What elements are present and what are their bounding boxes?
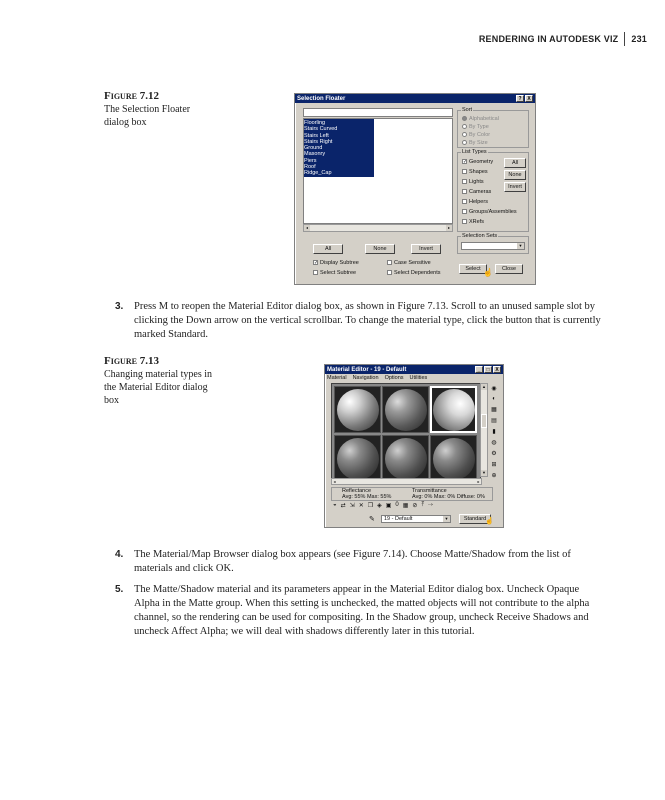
get-material-icon[interactable]: ◒ — [333, 502, 337, 508]
material-name-field[interactable]: 19 - Default ▼ — [381, 515, 451, 523]
figure-title: Figure 7.13 — [104, 355, 159, 367]
material-sphere — [337, 438, 379, 480]
uv-tiling-icon[interactable]: ▤ — [491, 418, 497, 424]
material-sphere — [337, 389, 379, 431]
close-button[interactable]: Close — [495, 264, 523, 274]
types-none-button[interactable]: None — [504, 170, 526, 180]
step-number: 3. — [115, 301, 124, 312]
running-header — [479, 32, 647, 46]
list-type-xrefs[interactable]: XRefs — [462, 219, 484, 225]
radio-icon — [462, 140, 467, 145]
list-type-shapes[interactable]: Shapes — [462, 169, 488, 175]
cursor-icon: ☝ — [483, 268, 493, 277]
horizontal-scrollbar[interactable] — [331, 478, 482, 485]
list-item[interactable]: Floorling — [304, 120, 326, 126]
radio-selected-icon — [462, 116, 467, 121]
material-sphere — [433, 438, 475, 480]
scroll-left-icon[interactable]: ◂ — [333, 479, 336, 484]
header-divider — [624, 32, 625, 46]
reset-icon[interactable]: ✕ — [358, 503, 364, 509]
selected-items — [304, 119, 374, 177]
side-toolbar — [489, 385, 499, 479]
figure-7-13-label — [104, 355, 219, 407]
sample-slot-active[interactable] — [430, 386, 477, 433]
list-item[interactable]: Piers — [304, 157, 317, 164]
close-icon[interactable]: X — [493, 366, 501, 373]
list-item[interactable]: Stairs Right — [304, 138, 333, 145]
selection-floater-titlebar — [295, 94, 535, 103]
case-sensitive-option[interactable]: Case Sensitive — [387, 260, 431, 266]
sort-by-type[interactable]: By Type — [462, 124, 489, 130]
list-type-geometry[interactable]: ✓ Geometry — [463, 159, 494, 166]
make-unique-icon[interactable]: ◈ — [377, 503, 382, 509]
material-sphere — [385, 438, 427, 480]
page-number: 231 — [631, 34, 647, 44]
info-panel — [331, 487, 493, 501]
list-type-lights[interactable]: Lights — [462, 179, 484, 185]
selection-sets-dropdown[interactable] — [461, 242, 525, 250]
show-map-icon[interactable]: ▦ — [402, 503, 409, 509]
object-list[interactable] — [303, 118, 453, 224]
radio-icon — [462, 124, 467, 129]
scroll-right-icon[interactable]: ▸ — [477, 479, 480, 484]
list-item[interactable]: Roof — [304, 164, 316, 171]
selection-sets-group — [457, 233, 529, 254]
list-type-helpers[interactable]: Helpers — [462, 199, 488, 205]
step-text: The Matte/Shadow material and its parameters appear in the Material Editor dialog box. Uncheck Opaque Alpha in the Matte group. When this setting is unchecked, the matted objects will not contribute to the alpha channel, so the rendering can be used for compositing. In the Shadow group, uncheck Receive Shadows and uncheck Affect Alpha; we will deal with shadows differently later in this tutorial. — [134, 584, 590, 637]
scroll-thumb[interactable] — [481, 414, 487, 428]
checkbox-icon — [462, 169, 467, 174]
menu-options[interactable]: Options — [384, 375, 404, 381]
step-text: The Material/Map Browser dialog box appears (see Figure 7.14). Choose Matte/Shadow from the list of materials and click OK. — [134, 549, 571, 574]
pick-material-icon[interactable]: ✎ — [369, 516, 375, 523]
list-item[interactable]: Stairs Curved — [304, 126, 338, 133]
checkbox-icon — [462, 209, 467, 214]
checkbox-checked-icon: ✓ — [314, 260, 319, 267]
scroll-right-icon[interactable]: ▸ — [447, 225, 450, 230]
checkbox-icon — [462, 179, 467, 184]
sort-group — [457, 107, 529, 148]
reflectance-label: Reflectance — [342, 488, 372, 494]
scroll-down-icon[interactable]: ▼ — [482, 470, 486, 475]
checkbox-checked-icon: ✓ — [463, 159, 468, 166]
invert-button[interactable]: Invert — [411, 244, 441, 254]
name-filter-input[interactable] — [303, 108, 453, 117]
put-to-library-icon[interactable]: ▣ — [385, 503, 392, 509]
maximize-icon[interactable]: □ — [484, 366, 492, 373]
chevron-down-icon[interactable]: ▼ — [518, 243, 523, 248]
sort-alphabetical[interactable]: Alphabetical — [462, 116, 499, 122]
figure-caption: Changing material types in the Material Editor dialog box — [104, 369, 213, 406]
material-effects-icon[interactable]: 0 — [395, 502, 399, 508]
radio-icon — [462, 132, 467, 137]
all-button[interactable]: All — [313, 244, 343, 254]
copy-material-icon[interactable]: ❐ — [367, 503, 374, 509]
go-forward-icon[interactable]: ⤑ — [428, 502, 433, 508]
assign-material-icon[interactable]: ⇲ — [349, 503, 355, 509]
sample-slot[interactable] — [430, 435, 477, 482]
menu-navigation[interactable]: Navigation — [352, 375, 379, 381]
cursor-icon: ☝ — [485, 518, 494, 525]
sort-by-color[interactable]: By Color — [462, 132, 490, 138]
step-4 — [115, 548, 604, 576]
material-editor-dialog — [324, 364, 504, 528]
checkbox-icon — [387, 260, 392, 265]
group-title: Selection Sets — [462, 233, 498, 239]
group-title: Sort — [462, 107, 473, 113]
figure-7-12-label — [104, 90, 214, 129]
select-subtree-option[interactable]: Select Subtree — [313, 270, 356, 276]
list-item[interactable]: Stairs Left — [304, 132, 329, 139]
show-end-result-icon[interactable]: ⊘ — [412, 503, 418, 509]
vertical-scrollbar[interactable] — [480, 383, 488, 477]
go-to-parent-icon[interactable]: ⤒ — [421, 502, 425, 508]
checkbox-icon — [387, 270, 392, 275]
list-type-cameras[interactable]: Cameras — [462, 189, 491, 195]
checkbox-icon — [462, 189, 467, 194]
step-3 — [115, 300, 604, 342]
put-material-icon[interactable]: ⇄ — [340, 503, 346, 509]
minimize-icon[interactable]: _ — [475, 366, 483, 373]
select-dependents-option[interactable]: Select Dependents — [387, 270, 440, 276]
material-editor-titlebar — [325, 365, 503, 374]
sample-slot[interactable] — [382, 435, 429, 482]
sample-type-icon[interactable]: ◉ — [491, 386, 497, 392]
step-text: Press M to reopen the Material Editor dialog box, as shown in Figure 7.13. Scroll to an unused sample slot by clicking the Down arrow on the vertical scrollbar. To change the material type, click the button that is currently marked Standard. — [134, 301, 601, 340]
sample-slot[interactable] — [382, 386, 429, 433]
transmittance-label: Transmittance — [412, 488, 447, 494]
material-navigator-icon[interactable]: ⊕ — [491, 473, 497, 479]
none-button[interactable]: None — [365, 244, 395, 254]
step-number: 4. — [115, 549, 124, 560]
list-item[interactable]: Ground — [304, 145, 323, 152]
make-preview-icon[interactable]: ◍ — [491, 440, 497, 446]
selection-floater-dialog — [294, 93, 536, 285]
select-button[interactable]: Select — [459, 264, 487, 274]
dialog-title: Selection Floater — [297, 95, 346, 102]
dialog-title: Material Editor - 19 - Default — [327, 366, 407, 373]
running-header-title: RENDERING IN AUTODESK VIZ — [478, 34, 619, 44]
close-icon[interactable]: X — [525, 95, 533, 102]
material-sphere — [433, 389, 475, 431]
backlight-icon[interactable]: ◐ — [492, 396, 496, 402]
menu-material[interactable]: Material — [327, 375, 347, 381]
types-invert-button[interactable]: Invert — [504, 182, 526, 192]
figure-caption: The Selection Floater dialog box — [104, 104, 191, 128]
transmittance-values: Avg: 0% Max: 0% Diffuse: 0% — [412, 494, 485, 500]
sample-slots — [331, 383, 481, 485]
select-by-material-icon[interactable]: ⊞ — [491, 462, 497, 468]
horizontal-scrollbar[interactable] — [303, 224, 453, 232]
bottom-toolbar — [333, 502, 433, 509]
menu-bar — [327, 375, 427, 381]
types-all-button[interactable]: All — [504, 158, 526, 168]
list-item[interactable]: Ridge_Cap — [304, 170, 332, 177]
scroll-up-icon[interactable]: ▲ — [482, 384, 486, 389]
video-color-check-icon[interactable]: ▮ — [492, 429, 496, 435]
list-type-groups[interactable]: Groups/Assemblies — [462, 209, 517, 215]
menu-utilities[interactable]: Utilities — [409, 375, 428, 381]
help-button[interactable]: ? — [516, 95, 524, 102]
checkbox-icon — [462, 199, 467, 204]
chevron-down-icon[interactable]: ▼ — [444, 516, 449, 521]
sample-slot[interactable] — [334, 386, 381, 433]
background-icon[interactable]: ▦ — [491, 407, 497, 413]
list-types-group — [457, 149, 529, 232]
reflectance-values: Avg: 55% Max: 55% — [342, 494, 392, 500]
step-5 — [115, 583, 604, 639]
options-icon[interactable]: ⚙ — [491, 451, 497, 457]
display-subtree-option[interactable]: ✓ Display Subtree — [314, 260, 359, 267]
material-sphere — [385, 389, 427, 431]
figure-title: Figure 7.12 — [104, 90, 159, 102]
list-item[interactable]: Masonry — [304, 151, 326, 158]
checkbox-icon — [462, 219, 467, 224]
scroll-left-icon[interactable]: ◂ — [305, 225, 308, 230]
group-title: List Types — [462, 149, 487, 155]
step-number: 5. — [115, 584, 124, 595]
checkbox-icon — [313, 270, 318, 275]
sample-slot[interactable] — [334, 435, 381, 482]
sort-by-size[interactable]: By Size — [462, 140, 488, 146]
material-type-button[interactable]: Standard — [459, 514, 491, 524]
